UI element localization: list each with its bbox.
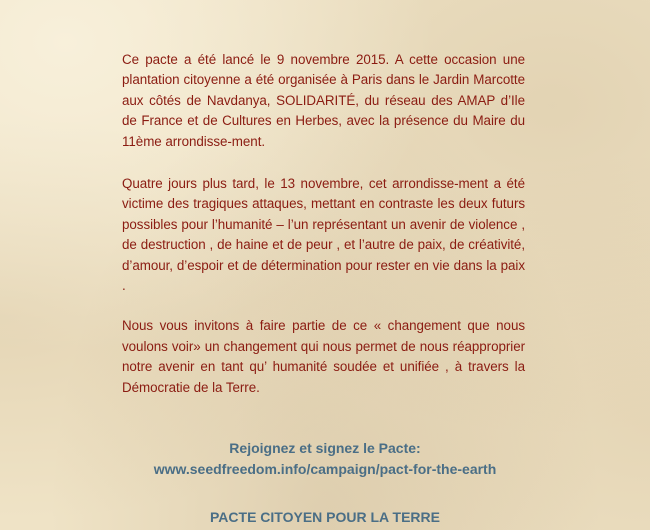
paragraph-attacks: Quatre jours plus tard, le 13 novembre, cet arrondisse-ment a été victime des tragiques attaques, mettant en contraste les deux futurs possibles pour l’humanité – l’un représentant un avenir de violence , de destruction , de haine et de peur , et l’autre de paix, de créativité, d’amour, d’espoir et de détermination pour rester en vie dans la paix . [122,176,525,294]
text-block [122,50,525,398]
call-to-action-heading: Rejoignez et signez le Pacte: [229,440,421,456]
paragraph-invitation: Nous vous invitons à faire partie de ce « changement que nous voulons voir» un changement qui nous permet de nous réapproprier notre avenir en tant qu’ humanité soudée et unifiée , à travers la Démocratie de la Terre. [122,318,525,395]
campaign-link[interactable]: www.seedfreedom.info/campaign/pact-for-the-earth [153,461,497,477]
paragraph-launch: Ce pacte a été lancé le 9 novembre 2015. A cette occasion une plantation citoyenne a été organisée à Paris dans le Jardin Marcotte aux côtés de Navdanya, SOLIDARITÉ, du réseau des AMAP d’Ile de France et de Cultures en Herbes, avec la présence du Maire du 11ème arrondisse-ment. [122,52,525,149]
footer-title: PACTE CITOYEN POUR LA TERRE [210,509,440,525]
